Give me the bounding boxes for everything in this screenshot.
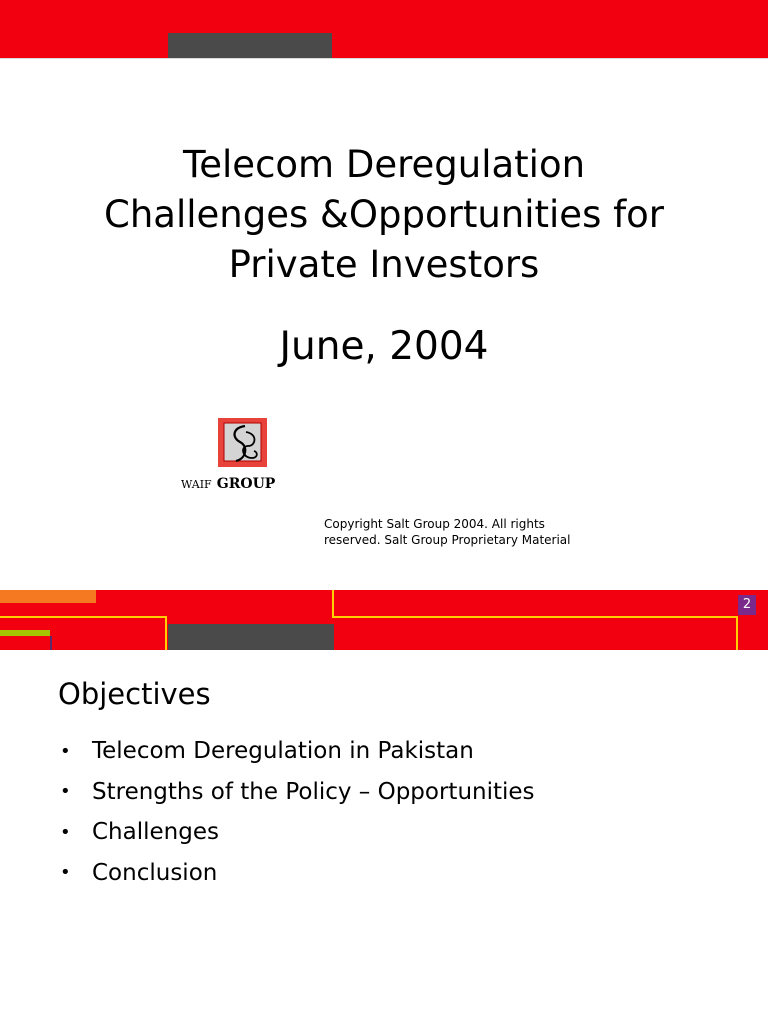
slide-title-line-2: Challenges &Opportunities for xyxy=(104,193,664,236)
list-item-text: Telecom Deregulation in Pakistan xyxy=(92,738,474,765)
slide-date: June, 2004 xyxy=(279,324,489,369)
slide-title-line-1: Telecom Deregulation xyxy=(182,143,586,186)
copyright-line-2: reserved. Salt Group Proprietary Material xyxy=(324,533,571,547)
logo-wordmark-small: WAIF xyxy=(181,478,212,491)
slide-title-line-3: Private Investors xyxy=(228,243,540,286)
list-item-text: Conclusion xyxy=(92,859,218,886)
logo-wordmark-bold: GROUP xyxy=(216,476,276,492)
objectives-list xyxy=(60,731,535,893)
bullet-icon: • xyxy=(60,781,71,803)
list-item xyxy=(60,731,535,772)
list-item xyxy=(60,812,535,853)
list-item-text: Challenges xyxy=(92,819,219,846)
slide2-yellow-accent-lines xyxy=(0,590,768,650)
logo-wordmark xyxy=(181,473,275,492)
copyright-notice xyxy=(324,516,624,548)
slide-title xyxy=(0,140,768,290)
list-item xyxy=(60,853,535,894)
slide1-header-divider xyxy=(0,58,768,59)
page-number-badge: 2 xyxy=(738,595,756,615)
salt-group-logo-icon xyxy=(218,418,267,467)
bullet-icon: • xyxy=(60,821,71,843)
slide1-header-bar xyxy=(0,0,768,58)
copyright-line-1: Copyright Salt Group 2004. All rights xyxy=(324,517,545,531)
objectives-heading: Objectives xyxy=(58,677,211,711)
slide1-header-gray-block xyxy=(168,33,332,58)
bullet-icon: • xyxy=(60,740,71,762)
list-item xyxy=(60,772,535,813)
bullet-icon: • xyxy=(60,862,71,884)
list-item-text: Strengths of the Policy – Opportunities xyxy=(92,778,535,805)
